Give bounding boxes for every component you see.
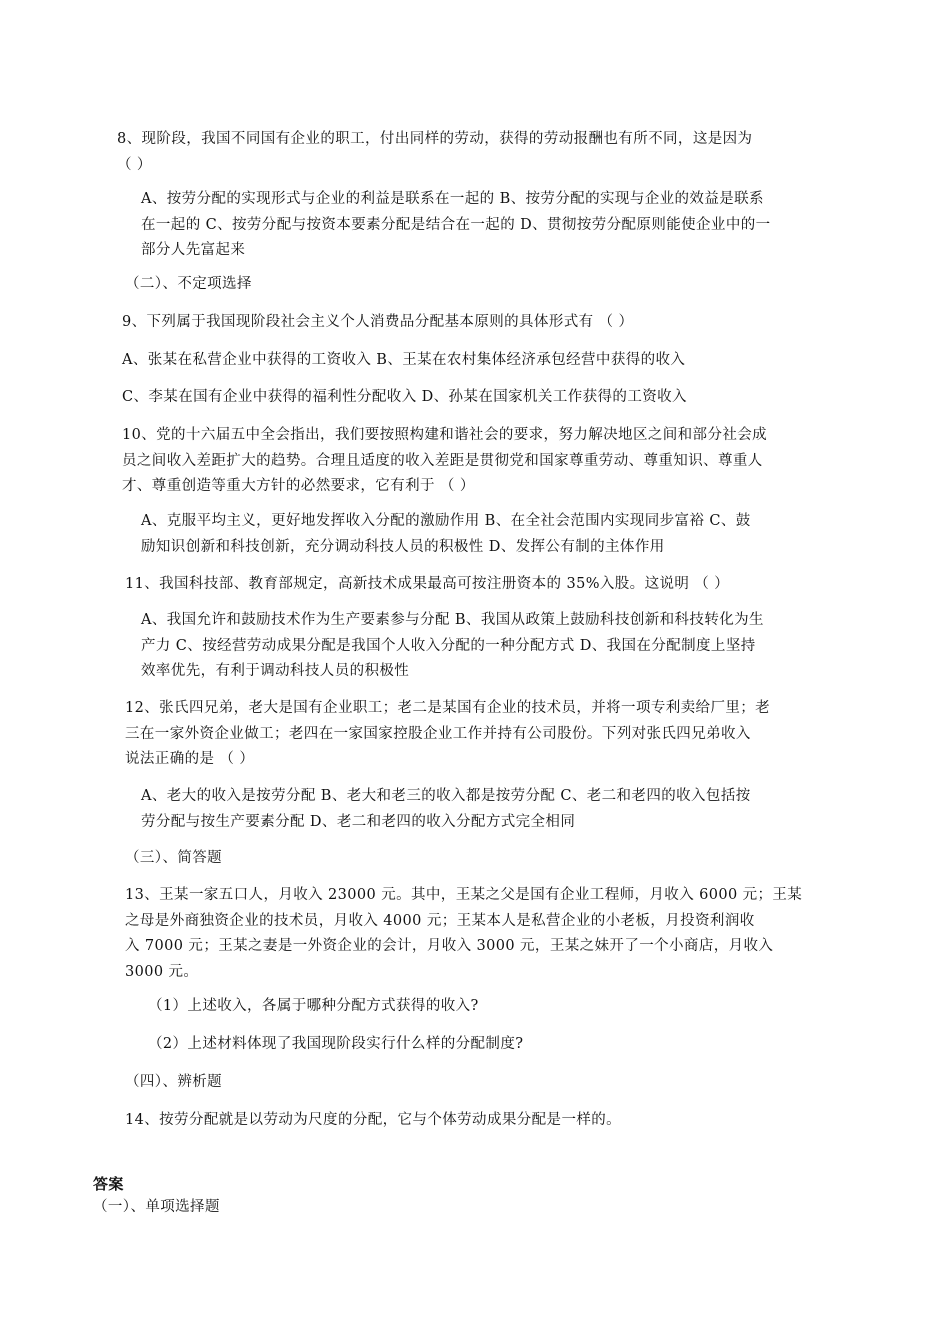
question-13-subquestion-2: （2）上述材料体现了我国现阶段实行什么样的分配制度?	[148, 1036, 524, 1052]
question-12-options: A、老大的收入是按劳分配 B、老大和老三的收入都是按劳分配 C、老二和老四的收入包括按 劳分配与按生产要素分配 D、老二和老四的收入分配方式完全相同	[141, 788, 751, 830]
question-13-subquestion-1: （1）上述收入，各属于哪种分配方式获得的收入?	[148, 998, 479, 1014]
question-9-stem: 9、下列属于我国现阶段社会主义个人消费品分配基本原则的具体形式有 （ ）	[122, 314, 634, 330]
question-8-options: A、按劳分配的实现形式与企业的利益是联系在一起的 B、按劳分配的实现与企业的效益是联系 在一起的 C、按劳分配与按资本要素分配是结合在一起的 D、贯彻按劳分配原则能使企业中的一 部分人先富起来	[141, 191, 771, 258]
question-14: 14、按劳分配就是以劳动为尺度的分配，它与个体劳动成果分配是一样的。	[125, 1112, 622, 1128]
question-12-stem: 12、张氏四兄弟，老大是国有企业职工；老二是某国有企业的技术员，并将一项专利卖给厂里；老 三在一家外资企业做工；老四在一家国家控股企业工作并持有公司股份。下列对张氏四兄弟收入 说法正确的是 （ ）	[125, 700, 771, 767]
question-10-options: A、克服平均主义，更好地发挥收入分配的激励作用 B、在全社会范围内实现同步富裕 C、鼓 励知识创新和科技创新，充分调动科技人员的积极性 D、发挥公有制的主体作用	[141, 513, 751, 555]
question-13-stem: 13、王某一家五口人，月收入 23000 元。其中，王某之父是国有企业工程师，月收入 6000 元；王某 之母是外商独资企业的技术员，月收入 4000 元；王某本人是私营企业的小老板，月投资利润收 入 7000 元；王某之妻是一外资企业的会计，月收入 3000 元，王某之妹开了一个小商店，月收入 3000 元。	[125, 887, 803, 980]
question-10-stem: 10、党的十六届五中全会指出，我们要按照构建和谐社会的要求，努力解决地区之间和部分社会成 员之间收入差距扩大的趋势。合理且适度的收入差距是贯彻党和国家尊重劳动、尊重知识、尊重人 才、尊重创造等重大方针的必然要求，它有利于 （ ）	[122, 427, 768, 494]
answers-title: 答案	[93, 1175, 124, 1193]
question-8-stem: 8、现阶段，我国不同国有企业的职工，付出同样的劳动，获得的劳动报酬也有所不同，这是因为 （ ）	[117, 131, 753, 173]
question-9-options-line-1: A、张某在私营企业中获得的工资收入 B、王某在农村集体经济承包经营中获得的收入	[122, 352, 686, 368]
answers-section-heading: （一）、单项选择题	[93, 1199, 220, 1215]
section-heading: （二）、不定项选择	[125, 276, 252, 292]
section-heading: （三）、简答题	[125, 850, 223, 866]
question-9-options-line-2: C、李某在国有企业中获得的福利性分配收入 D、孙某在国家机关工作获得的工资收入	[122, 389, 687, 405]
question-11-options: A、我国允许和鼓励技术作为生产要素参与分配 B、我国从政策上鼓励科技创新和科技转化为生 产力 C、按经营劳动成果分配是我国个人收入分配的一种分配方式 D、我国在分配制度上坚持 效率优先，有利于调动科技人员的积极性	[141, 612, 764, 679]
section-heading: （四）、辨析题	[125, 1074, 223, 1090]
question-11-stem: 11、我国科技部、教育部规定，高新技术成果最高可按注册资本的 35%入股。这说明 （ ）	[125, 576, 730, 592]
